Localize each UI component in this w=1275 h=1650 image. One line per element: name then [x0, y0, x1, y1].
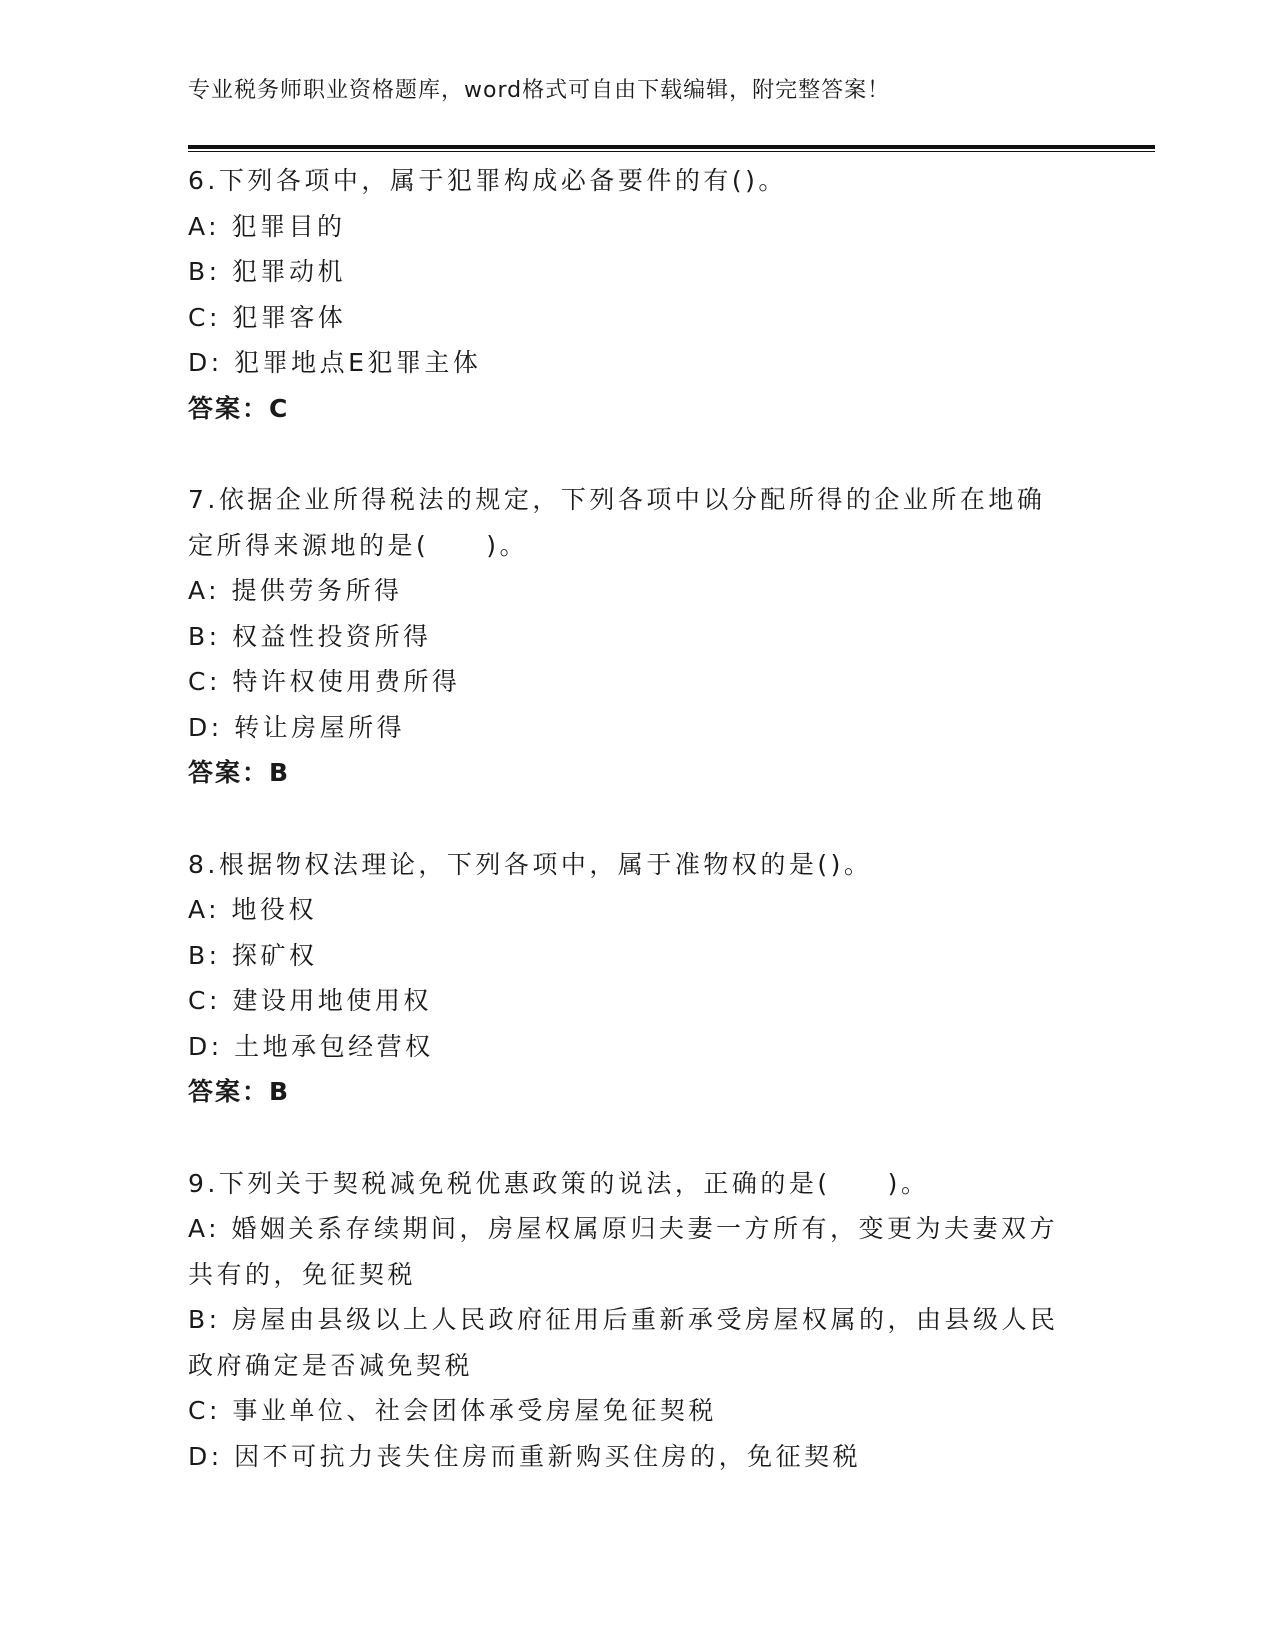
option-a: A: 犯罪目的	[188, 211, 346, 241]
option-b: B: 房屋由县级以上人民政府征用后重新承受房屋权属的，由县级人民	[188, 1305, 1059, 1334]
option-a-continued: 共有的，免征契税	[188, 1259, 417, 1289]
option-c: C: 特许权使用费所得	[188, 667, 461, 696]
option-b: B: 探矿权	[188, 940, 318, 970]
question-stem: 6.下列各项中，属于犯罪构成必备要件的有()。	[188, 166, 787, 195]
question-6	[188, 158, 1088, 431]
answer: 答案：B	[188, 758, 291, 787]
question-stem: 8.根据物权法理论，下列各项中，属于准物权的是()。	[188, 849, 873, 879]
option-b: B: 犯罪动机	[188, 257, 347, 286]
option-b: B: 权益性投资所得	[188, 621, 432, 651]
option-a: A: 地役权	[188, 895, 318, 924]
question-9	[188, 1161, 1088, 1480]
option-d: D: 犯罪地点E犯罪主体	[188, 348, 482, 377]
question-stem: 7.依据企业所得税法的规定，下列各项中以分配所得的企业所在地确	[188, 485, 1046, 514]
option-c: C: 犯罪客体	[188, 302, 347, 332]
answer: 答案：C	[188, 393, 290, 423]
header-rule-thick	[188, 145, 1155, 149]
option-d: D: 转让房屋所得	[188, 712, 406, 742]
option-c: C: 事业单位、社会团体承受房屋免征契税	[188, 1396, 717, 1425]
header-rule-thin	[188, 151, 1155, 152]
option-d: D: 土地承包经营权	[188, 1031, 434, 1061]
question-7	[188, 477, 1088, 796]
question-stem: 9.下列关于契税减免税优惠政策的说法，正确的是( )。	[188, 1168, 930, 1198]
option-d: D: 因不可抗力丧失住房而重新购买住房的，免征契税	[188, 1441, 862, 1471]
question-8	[188, 842, 1088, 1115]
answer: 答案：B	[188, 1077, 291, 1106]
question-stem-continued: 定所得来源地的是( )。	[188, 530, 529, 560]
option-a: A: 提供劳务所得	[188, 576, 403, 605]
option-c: C: 建设用地使用权	[188, 986, 432, 1015]
question-list	[188, 158, 1088, 1479]
option-a: A: 婚姻关系存续期间，房屋权属原归夫妻一方所有，变更为夫妻双方	[188, 1214, 1059, 1243]
option-b-continued: 政府确定是否减免契税	[188, 1350, 474, 1380]
page-header: 专业税务师职业资格题库，word格式可自由下载编辑，附完整答案！	[188, 78, 891, 103]
